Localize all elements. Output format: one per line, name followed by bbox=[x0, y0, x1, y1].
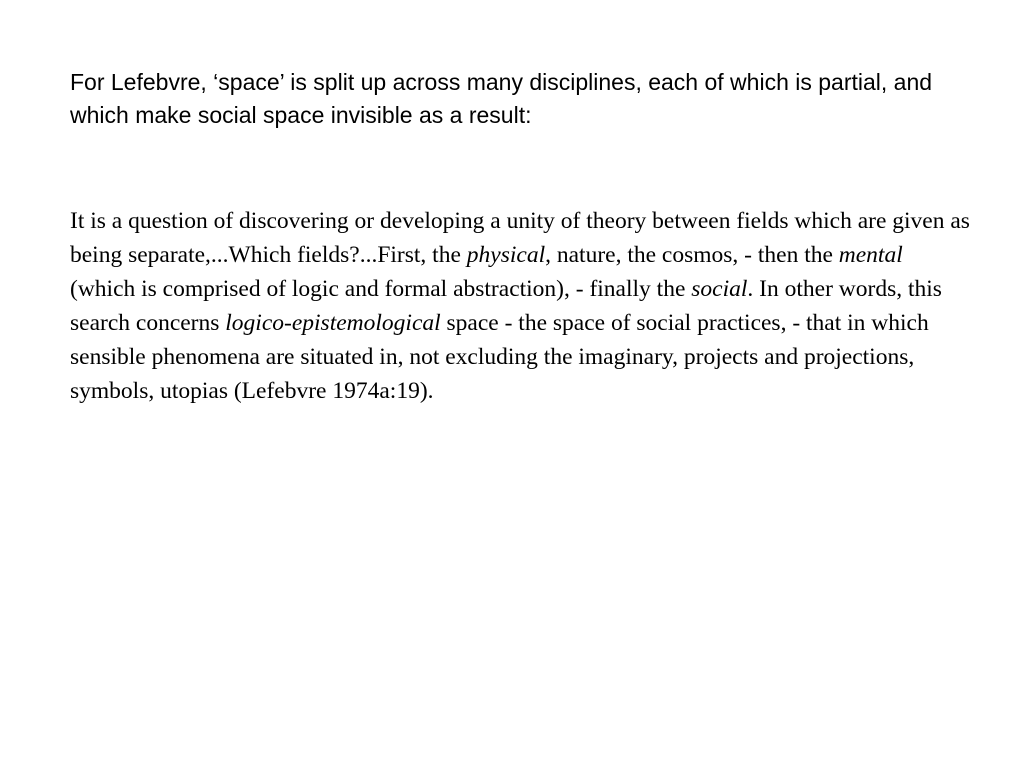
quote-italic-physical: physical bbox=[466, 242, 546, 268]
quote-italic-mental: mental bbox=[838, 242, 903, 268]
quote-text-2: , nature, the cosmos, - then the bbox=[545, 242, 839, 268]
quote-italic-logico: logico-epistemological bbox=[225, 310, 441, 336]
quote-paragraph bbox=[70, 204, 970, 408]
quote-text-4: . In other words, this search concerns bbox=[70, 276, 942, 336]
quote-text-5: space - the space of social practices, - that in which sensible phenomena are situated in, not excluding the imaginary, projects and projections, symbols, utopias (Lefebvre 1974a:19). bbox=[70, 310, 929, 404]
quote-italic-social: social bbox=[691, 276, 748, 302]
quote-text-1: It is a question of discovering or developing a unity of theory between fields which are given as being separate,...Which fields?...First, the bbox=[70, 208, 970, 268]
quote-text-3: (which is comprised of logic and formal abstraction), - finally the bbox=[70, 276, 692, 302]
intro-paragraph: For Lefebvre, ‘space’ is split up across many disciplines, each of which is partial, and which make social space invisible as a result: bbox=[70, 69, 933, 128]
